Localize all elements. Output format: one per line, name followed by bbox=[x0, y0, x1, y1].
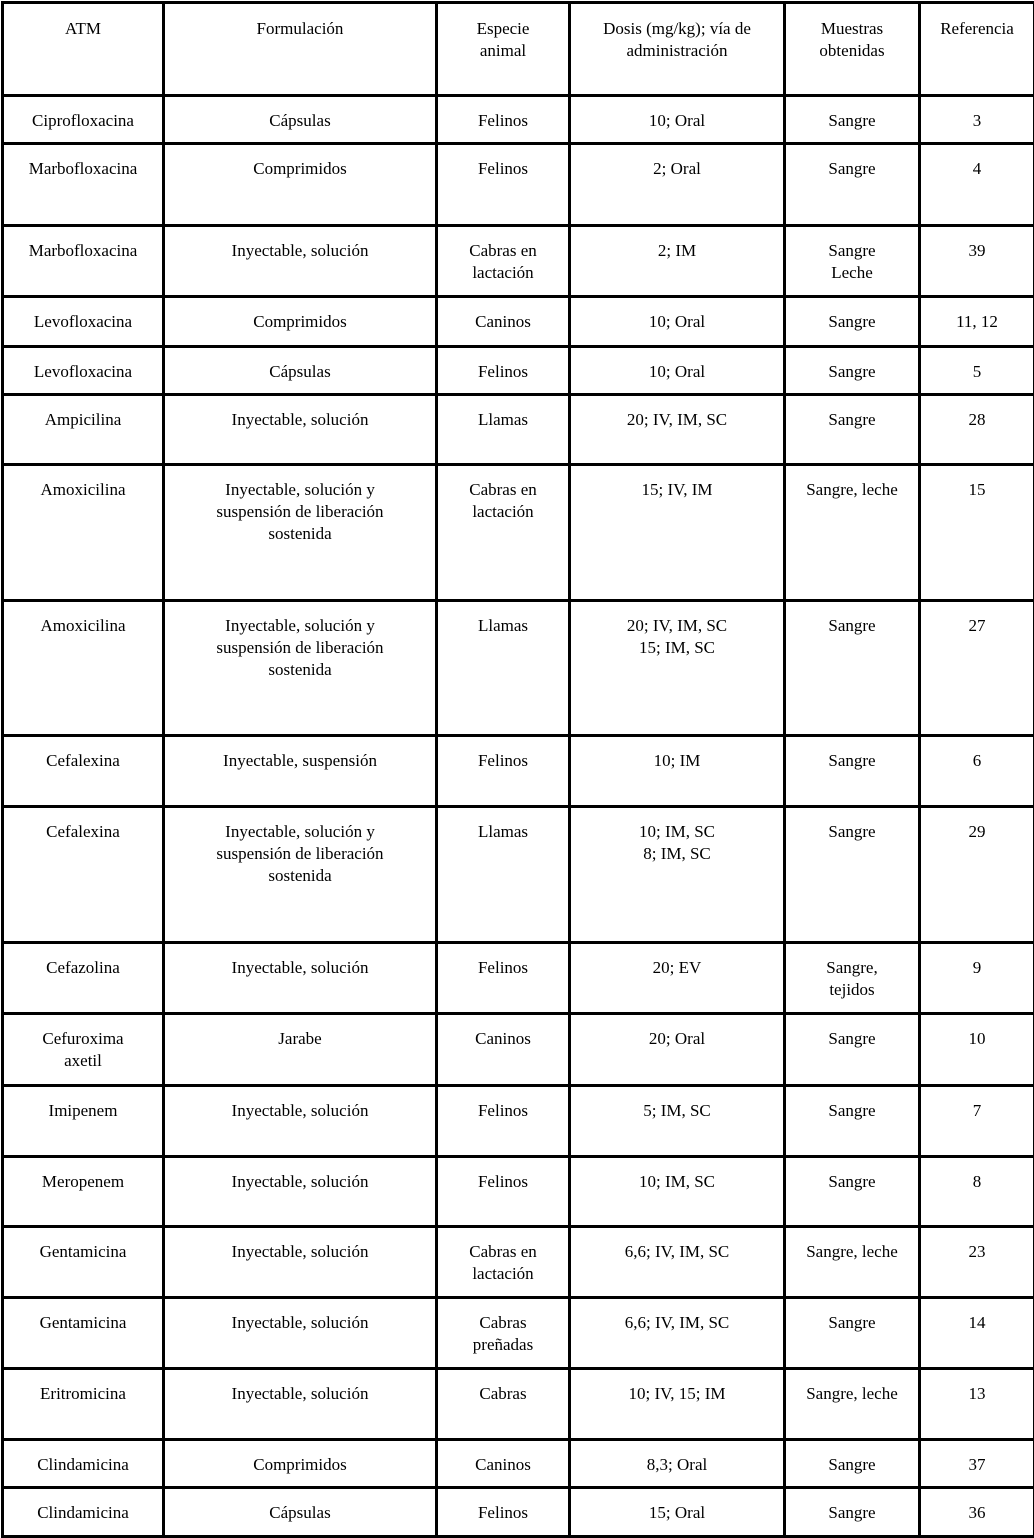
cell-dosis: 10; IM, SC 8; IM, SC bbox=[570, 807, 785, 943]
cell-dosis: 10; IM bbox=[570, 736, 785, 807]
header-formulacion: Formulación bbox=[164, 3, 437, 96]
cell-especie: Llamas bbox=[437, 807, 570, 943]
cell-especie: Llamas bbox=[437, 601, 570, 736]
cell-muestras: Sangre bbox=[785, 1298, 920, 1369]
header-muestras: Muestras obtenidas bbox=[785, 3, 920, 96]
cell-referencia: 8 bbox=[920, 1157, 1034, 1227]
cell-atm: Cefalexina bbox=[3, 736, 164, 807]
cell-formulacion: Inyectable, solución bbox=[164, 1227, 437, 1298]
cell-especie: Cabras bbox=[437, 1369, 570, 1440]
cell-formulacion: Inyectable, solución y suspensión de liberación sostenida bbox=[164, 807, 437, 943]
cell-especie: Cabras en lactación bbox=[437, 226, 570, 297]
cell-formulacion: Inyectable, solución y suspensión de liberación sostenida bbox=[164, 465, 437, 601]
cell-referencia: 29 bbox=[920, 807, 1034, 943]
cell-especie: Felinos bbox=[437, 144, 570, 226]
cell-especie: Felinos bbox=[437, 943, 570, 1014]
cell-atm: Cefalexina bbox=[3, 807, 164, 943]
cell-atm: Eritromicina bbox=[3, 1369, 164, 1440]
cell-muestras: Sangre bbox=[785, 144, 920, 226]
cell-muestras: Sangre bbox=[785, 601, 920, 736]
cell-referencia: 11, 12 bbox=[920, 297, 1034, 347]
cell-referencia: 10 bbox=[920, 1014, 1034, 1086]
cell-muestras: Sangre bbox=[785, 1488, 920, 1537]
cell-dosis: 20; IV, IM, SC bbox=[570, 395, 785, 465]
cell-especie: Felinos bbox=[437, 1488, 570, 1537]
cell-especie: Caninos bbox=[437, 1440, 570, 1488]
header-atm: ATM bbox=[3, 3, 164, 96]
cell-especie: Felinos bbox=[437, 347, 570, 395]
table-row bbox=[3, 1014, 1034, 1086]
cell-referencia: 3 bbox=[920, 96, 1034, 144]
table-row bbox=[3, 601, 1034, 736]
cell-dosis: 20; IV, IM, SC 15; IM, SC bbox=[570, 601, 785, 736]
table-row bbox=[3, 465, 1034, 601]
cell-formulacion: Jarabe bbox=[164, 1014, 437, 1086]
cell-referencia: 13 bbox=[920, 1369, 1034, 1440]
table-row bbox=[3, 144, 1034, 226]
cell-especie: Felinos bbox=[437, 1086, 570, 1157]
cell-muestras: Sangre, leche bbox=[785, 1369, 920, 1440]
cell-atm: Levofloxacina bbox=[3, 297, 164, 347]
cell-atm: Ciprofloxacina bbox=[3, 96, 164, 144]
cell-muestras: Sangre Leche bbox=[785, 226, 920, 297]
table-row bbox=[3, 1440, 1034, 1488]
cell-dosis: 8,3; Oral bbox=[570, 1440, 785, 1488]
cell-dosis: 5; IM, SC bbox=[570, 1086, 785, 1157]
cell-referencia: 9 bbox=[920, 943, 1034, 1014]
cell-atm: Gentamicina bbox=[3, 1227, 164, 1298]
cell-referencia: 28 bbox=[920, 395, 1034, 465]
cell-dosis: 10; Oral bbox=[570, 297, 785, 347]
cell-muestras: Sangre bbox=[785, 736, 920, 807]
cell-muestras: Sangre, leche bbox=[785, 465, 920, 601]
cell-muestras: Sangre bbox=[785, 1086, 920, 1157]
table-row bbox=[3, 96, 1034, 144]
table-row bbox=[3, 297, 1034, 347]
cell-muestras: Sangre bbox=[785, 96, 920, 144]
cell-formulacion: Cápsulas bbox=[164, 1488, 437, 1537]
table-row bbox=[3, 1227, 1034, 1298]
cell-especie: Caninos bbox=[437, 1014, 570, 1086]
cell-dosis: 2; Oral bbox=[570, 144, 785, 226]
table-row bbox=[3, 1488, 1034, 1537]
table-row bbox=[3, 736, 1034, 807]
antimicrobial-table bbox=[1, 1, 1034, 1538]
cell-especie: Cabras en lactación bbox=[437, 465, 570, 601]
cell-formulacion: Cápsulas bbox=[164, 347, 437, 395]
cell-referencia: 6 bbox=[920, 736, 1034, 807]
cell-referencia: 7 bbox=[920, 1086, 1034, 1157]
cell-dosis: 6,6; IV, IM, SC bbox=[570, 1227, 785, 1298]
cell-formulacion: Inyectable, solución bbox=[164, 1298, 437, 1369]
table-body bbox=[3, 96, 1034, 1537]
cell-formulacion: Inyectable, solución bbox=[164, 943, 437, 1014]
table-row bbox=[3, 1086, 1034, 1157]
cell-referencia: 36 bbox=[920, 1488, 1034, 1537]
cell-dosis: 10; IV, 15; IM bbox=[570, 1369, 785, 1440]
cell-formulacion: Inyectable, solución bbox=[164, 1086, 437, 1157]
cell-muestras: Sangre bbox=[785, 1014, 920, 1086]
cell-formulacion: Inyectable, solución y suspensión de liberación sostenida bbox=[164, 601, 437, 736]
table-row bbox=[3, 1369, 1034, 1440]
cell-dosis: 10; Oral bbox=[570, 96, 785, 144]
table-row bbox=[3, 1157, 1034, 1227]
cell-referencia: 23 bbox=[920, 1227, 1034, 1298]
cell-dosis: 2; IM bbox=[570, 226, 785, 297]
cell-atm: Cefuroxima axetil bbox=[3, 1014, 164, 1086]
table-header bbox=[3, 3, 1034, 96]
cell-muestras: Sangre bbox=[785, 395, 920, 465]
cell-dosis: 20; Oral bbox=[570, 1014, 785, 1086]
cell-dosis: 20; EV bbox=[570, 943, 785, 1014]
cell-referencia: 37 bbox=[920, 1440, 1034, 1488]
cell-atm: Amoxicilina bbox=[3, 601, 164, 736]
cell-muestras: Sangre bbox=[785, 807, 920, 943]
cell-especie: Llamas bbox=[437, 395, 570, 465]
cell-formulacion: Comprimidos bbox=[164, 144, 437, 226]
cell-atm: Clindamicina bbox=[3, 1440, 164, 1488]
table-row bbox=[3, 943, 1034, 1014]
cell-referencia: 14 bbox=[920, 1298, 1034, 1369]
cell-dosis: 15; Oral bbox=[570, 1488, 785, 1537]
cell-atm: Meropenem bbox=[3, 1157, 164, 1227]
cell-especie: Felinos bbox=[437, 1157, 570, 1227]
cell-muestras: Sangre bbox=[785, 297, 920, 347]
cell-formulacion: Comprimidos bbox=[164, 297, 437, 347]
cell-especie: Felinos bbox=[437, 96, 570, 144]
cell-atm: Gentamicina bbox=[3, 1298, 164, 1369]
cell-dosis: 10; IM, SC bbox=[570, 1157, 785, 1227]
cell-formulacion: Inyectable, solución bbox=[164, 226, 437, 297]
cell-especie: Cabras preñadas bbox=[437, 1298, 570, 1369]
cell-referencia: 15 bbox=[920, 465, 1034, 601]
cell-formulacion: Inyectable, solución bbox=[164, 1369, 437, 1440]
header-row bbox=[3, 3, 1034, 96]
cell-formulacion: Inyectable, solución bbox=[164, 395, 437, 465]
cell-muestras: Sangre, tejidos bbox=[785, 943, 920, 1014]
cell-formulacion: Inyectable, solución bbox=[164, 1157, 437, 1227]
cell-especie: Cabras en lactación bbox=[437, 1227, 570, 1298]
cell-atm: Amoxicilina bbox=[3, 465, 164, 601]
table-row bbox=[3, 226, 1034, 297]
header-dosis: Dosis (mg/kg); vía de administración bbox=[570, 3, 785, 96]
cell-atm: Marbofloxacina bbox=[3, 144, 164, 226]
header-especie: Especie animal bbox=[437, 3, 570, 96]
cell-dosis: 10; Oral bbox=[570, 347, 785, 395]
cell-referencia: 4 bbox=[920, 144, 1034, 226]
table-row bbox=[3, 807, 1034, 943]
cell-atm: Cefazolina bbox=[3, 943, 164, 1014]
cell-muestras: Sangre bbox=[785, 347, 920, 395]
cell-formulacion: Cápsulas bbox=[164, 96, 437, 144]
cell-atm: Ampicilina bbox=[3, 395, 164, 465]
cell-atm: Marbofloxacina bbox=[3, 226, 164, 297]
cell-dosis: 6,6; IV, IM, SC bbox=[570, 1298, 785, 1369]
cell-atm: Clindamicina bbox=[3, 1488, 164, 1537]
cell-referencia: 27 bbox=[920, 601, 1034, 736]
table-row bbox=[3, 1298, 1034, 1369]
cell-muestras: Sangre bbox=[785, 1440, 920, 1488]
cell-especie: Felinos bbox=[437, 736, 570, 807]
cell-atm: Imipenem bbox=[3, 1086, 164, 1157]
cell-referencia: 5 bbox=[920, 347, 1034, 395]
cell-formulacion: Comprimidos bbox=[164, 1440, 437, 1488]
cell-atm: Levofloxacina bbox=[3, 347, 164, 395]
cell-muestras: Sangre bbox=[785, 1157, 920, 1227]
cell-formulacion: Inyectable, suspensión bbox=[164, 736, 437, 807]
cell-muestras: Sangre, leche bbox=[785, 1227, 920, 1298]
cell-especie: Caninos bbox=[437, 297, 570, 347]
cell-referencia: 39 bbox=[920, 226, 1034, 297]
header-referencia: Referencia bbox=[920, 3, 1034, 96]
table-row bbox=[3, 347, 1034, 395]
table-row bbox=[3, 395, 1034, 465]
cell-dosis: 15; IV, IM bbox=[570, 465, 785, 601]
